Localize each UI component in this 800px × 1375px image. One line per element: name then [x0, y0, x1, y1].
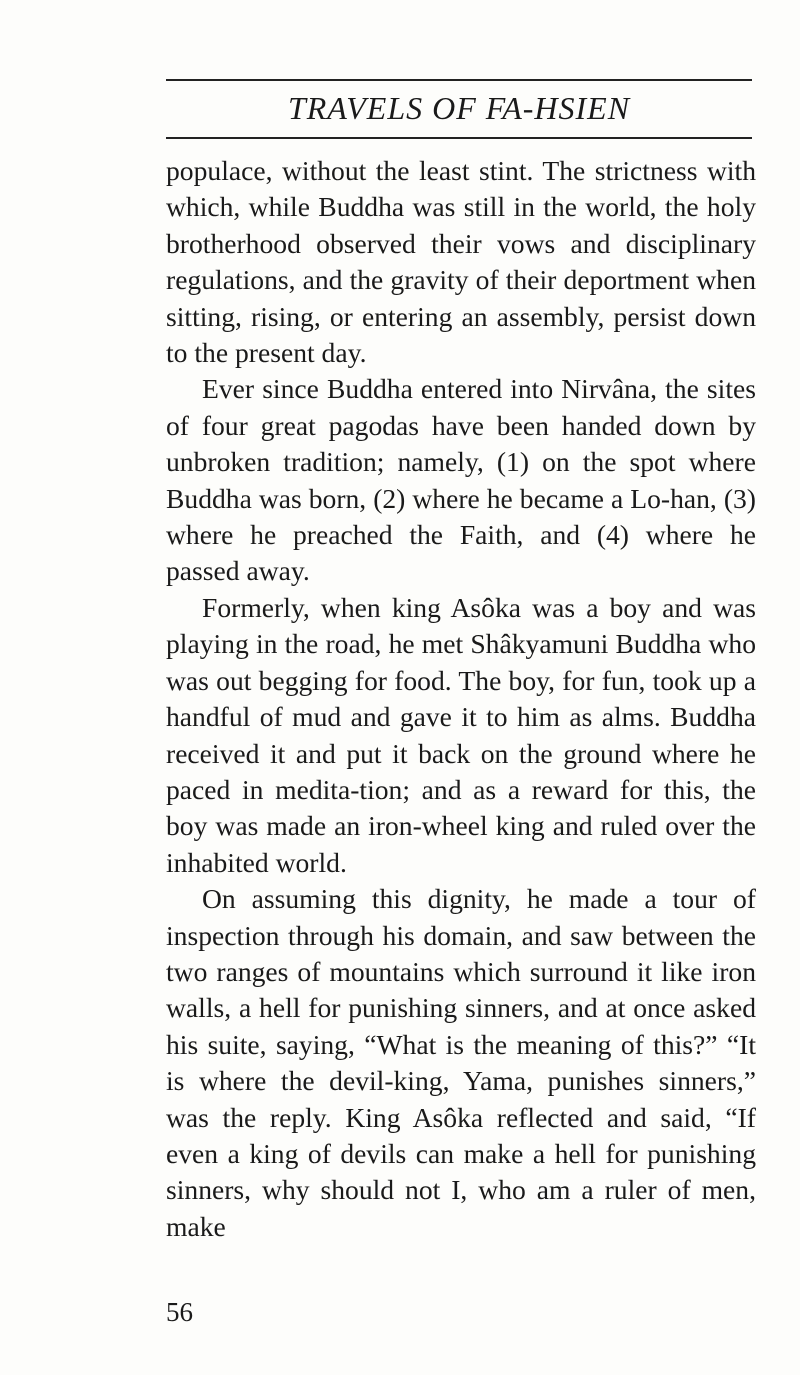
header-rule-bottom [166, 137, 752, 139]
paragraph: On assuming this dignity, he made a tour of inspection through his domain, and saw between the two ranges of mountains which surround it like iron walls, a hell for punishing sinners, and at once asked his suite, saying, “What is the meaning of this?” “It is where the devil-king, Yama, punishes sinners,” was the reply. King Asôka reflected and said, “If even a king of devils can make a hell for punishing sinners, why should not I, who am a ruler of men, make [166, 883, 756, 1242]
paragraph: populace, without the least stint. The strictness with which, while Buddha was still in the world, the holy brotherhood observed their vows and disciplinary regulations, and the gravity of their deportment when sitting, rising, or entering an assembly, persist down to the present day. [166, 155, 756, 369]
page-number: 56 [166, 1297, 193, 1327]
paragraph: Formerly, when king Asôka was a boy and was playing in the road, he met Shâkyamuni Buddha who was out begging for food. The boy, for fun, took up a handful of mud and gave it to him as alms. Buddha received it and put it back on the ground where he paced in medita-tion; and as a reward for this, the boy was made an iron-wheel king and ruled over the inhabited world. [166, 591, 756, 878]
paragraph: Ever since Buddha entered into Nirvâna, the sites of four great pagodas have been handed down by unbroken tradition; namely, (1) on the spot where Buddha was born, (2) where he became a Lo-han, (3) where he preached the Faith, and (4) where he passed away. [166, 373, 756, 587]
running-head: TRAVELS OF FA-HSIEN [287, 90, 631, 126]
header-rule-top [166, 79, 752, 81]
body-text [166, 153, 756, 1245]
